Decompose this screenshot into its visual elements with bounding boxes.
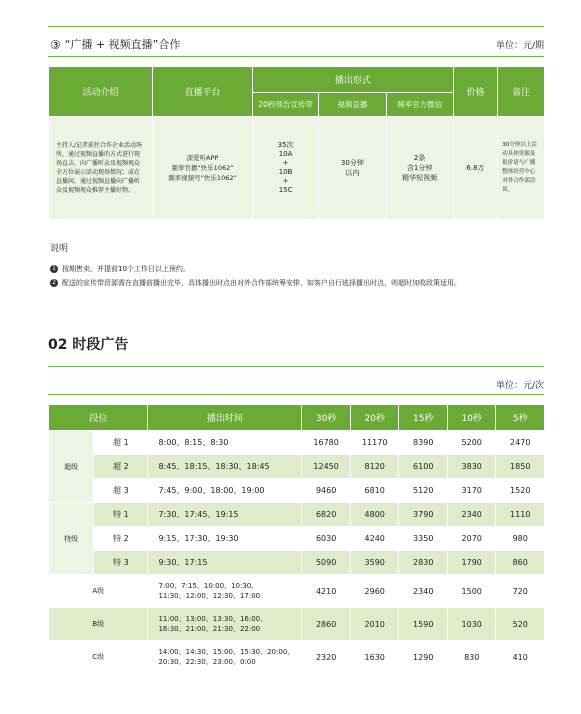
price-5: 520 bbox=[496, 608, 545, 641]
time-cell: 8:45、18:15、18:30、18:45 bbox=[148, 455, 302, 479]
sub-label: 超 1 bbox=[94, 431, 148, 455]
price-30: 6820 bbox=[302, 503, 351, 527]
time-cell: 9:30、17:15 bbox=[148, 551, 302, 575]
table-row bbox=[49, 608, 545, 641]
price-15: 3790 bbox=[399, 503, 447, 527]
group-special: 特级 bbox=[49, 503, 94, 575]
price-10: 5200 bbox=[447, 431, 495, 455]
table-row bbox=[49, 641, 545, 674]
time-cell: 7:30、17:45、19:15 bbox=[148, 503, 302, 527]
note-text-2: 配送的宣传带资源需在直播前播出完毕，具体播出时点由对外合作部统筹安排，如客户自行选择播出时点，则超时加收政策适用。 bbox=[62, 279, 461, 287]
time-line-2: 16:30、21:00、21:30、22:00 bbox=[158, 625, 261, 633]
table-row bbox=[49, 575, 545, 608]
section1-unit: 单位：元/期 bbox=[495, 41, 544, 51]
wechat-cell: 2条 含1分钟 精华短视频 bbox=[386, 117, 453, 220]
sub-label: 特 1 bbox=[94, 503, 148, 527]
price-5: 980 bbox=[496, 527, 545, 551]
table-row bbox=[49, 479, 545, 503]
price-15: 8390 bbox=[399, 431, 447, 455]
th-platform: 直播平台 bbox=[152, 67, 252, 117]
price-5: 1850 bbox=[496, 455, 545, 479]
price-5: 1520 bbox=[496, 479, 545, 503]
price-20: 3590 bbox=[350, 551, 399, 575]
time-line-1: 14:00、14:30、15:00、15:30、20:00、 bbox=[158, 648, 295, 656]
th-5s: 5秒 bbox=[496, 405, 545, 431]
price-5: 410 bbox=[496, 641, 545, 674]
th-activity: 活动介绍 bbox=[49, 67, 153, 117]
th-20s: 20秒 bbox=[350, 405, 399, 431]
time-cell: 8:00、8:15、8:30 bbox=[148, 431, 302, 455]
price-5: 720 bbox=[496, 575, 545, 608]
time-cell: 7:45、9:00、18:00、19:00 bbox=[148, 479, 302, 503]
price-30: 9460 bbox=[302, 479, 351, 503]
price-30: 2860 bbox=[302, 608, 351, 641]
th-30s: 30秒 bbox=[302, 405, 351, 431]
section2-unit: 单位：元/次 bbox=[495, 381, 544, 391]
group-a: A级 bbox=[49, 575, 148, 608]
time-cell bbox=[148, 608, 302, 641]
note-item-2 bbox=[50, 278, 461, 288]
price-10: 1790 bbox=[447, 551, 495, 575]
th-broadcast-form: 播出形式 bbox=[252, 67, 453, 93]
price-30: 16780 bbox=[302, 431, 351, 455]
group-super: 超级 bbox=[49, 431, 94, 503]
table-row bbox=[49, 431, 545, 455]
price-20: 4800 bbox=[350, 503, 399, 527]
price-20: 4240 bbox=[350, 527, 399, 551]
price-20: 11170 bbox=[350, 431, 399, 455]
broadcast-live-table bbox=[48, 66, 545, 220]
group-c: C级 bbox=[49, 641, 148, 674]
promo-cell: 35次 10A + 10B + 15C bbox=[252, 117, 318, 220]
section1-number: ③ bbox=[50, 37, 61, 52]
note-text-1: 按期售卖，并提前10个工作日以上预约。 bbox=[62, 265, 190, 273]
price-15: 1290 bbox=[399, 641, 447, 674]
time-cell bbox=[148, 641, 302, 674]
time-cell bbox=[148, 575, 302, 608]
notes-heading: 说明 bbox=[50, 244, 69, 254]
section1-top-rule bbox=[48, 26, 544, 27]
activity-cell: 主持人/记者前往合作企业活动场所，通过视频直播的方式进行现场直击，向广播听众及视频观众全方位展示活动现场情况；或在直播间，通过视频直播向广播听众及视频观众推荐主播好物。 bbox=[49, 117, 153, 220]
section2-title: 02 时段广告 bbox=[48, 337, 129, 353]
price-10: 2070 bbox=[447, 527, 495, 551]
th-wechat: 频率官方微信 bbox=[386, 93, 453, 117]
price-30: 5090 bbox=[302, 551, 351, 575]
price-20: 2960 bbox=[350, 575, 399, 608]
group-b: B级 bbox=[49, 608, 148, 641]
table-row bbox=[49, 551, 545, 575]
th-segment: 段位 bbox=[49, 405, 148, 431]
table-row bbox=[49, 503, 545, 527]
table-row bbox=[49, 527, 545, 551]
section1-title-text: “广播 + 视频直播”合作 bbox=[64, 38, 181, 51]
remark-cell: 30分钟以上活动具体资源及报价请与广播整体经营中心对外合作部洽谈。 bbox=[498, 117, 545, 220]
platform-cell: 深爱听APP 频率官播“快乐1062” 频率视频号“快乐1062” bbox=[152, 117, 252, 220]
th-price: 价格 bbox=[453, 67, 498, 117]
price-10: 2340 bbox=[447, 503, 495, 527]
price-10: 1500 bbox=[447, 575, 495, 608]
price-20: 6810 bbox=[350, 479, 399, 503]
price-30: 6030 bbox=[302, 527, 351, 551]
section1-title bbox=[50, 36, 180, 52]
th-10s: 10秒 bbox=[447, 405, 495, 431]
price-15: 2830 bbox=[399, 551, 447, 575]
time-line-1: 7:00、7:15、10:00、10:30、 bbox=[158, 582, 259, 590]
time-line-2: 20:30、22:30、23:00、0:00 bbox=[158, 658, 256, 666]
th-remark: 备注 bbox=[498, 67, 545, 117]
price-30: 4210 bbox=[302, 575, 351, 608]
table-row bbox=[49, 455, 545, 479]
price-30: 2320 bbox=[302, 641, 351, 674]
price-30: 12450 bbox=[302, 455, 351, 479]
price-cell: 6.8万 bbox=[453, 117, 498, 220]
note-item-1 bbox=[50, 264, 190, 274]
price-5: 2470 bbox=[496, 431, 545, 455]
sub-label: 超 3 bbox=[94, 479, 148, 503]
price-20: 8120 bbox=[350, 455, 399, 479]
section2-unit-rule bbox=[48, 394, 544, 395]
price-15: 3350 bbox=[399, 527, 447, 551]
live-cell: 30分钟 以内 bbox=[319, 117, 386, 220]
sub-label: 超 2 bbox=[94, 455, 148, 479]
price-15: 6100 bbox=[399, 455, 447, 479]
price-10: 830 bbox=[447, 641, 495, 674]
price-10: 1030 bbox=[447, 608, 495, 641]
th-promo: 20秒预告宣传带 bbox=[252, 93, 318, 117]
section2-title-rule bbox=[48, 366, 544, 367]
time-line-2: 11:30、12:00、12:30、17:00 bbox=[158, 592, 261, 600]
th-time: 播出时间 bbox=[148, 405, 302, 431]
price-20: 1630 bbox=[350, 641, 399, 674]
price-15: 5120 bbox=[399, 479, 447, 503]
section1-title-rule bbox=[48, 56, 544, 57]
sub-label: 特 3 bbox=[94, 551, 148, 575]
price-20: 2010 bbox=[350, 608, 399, 641]
time-line-1: 11:00、13:00、13:30、16:00、 bbox=[158, 615, 268, 623]
time-slot-table bbox=[48, 404, 545, 674]
note-number-2: 2 bbox=[50, 279, 58, 287]
price-15: 1590 bbox=[399, 608, 447, 641]
price-5: 860 bbox=[496, 551, 545, 575]
th-15s: 15秒 bbox=[399, 405, 447, 431]
price-5: 1110 bbox=[496, 503, 545, 527]
note-number-1: 1 bbox=[50, 265, 58, 273]
sub-label: 特 2 bbox=[94, 527, 148, 551]
time-cell: 9:15、17:30、19:30 bbox=[148, 527, 302, 551]
th-live: 视频直播 bbox=[319, 93, 386, 117]
price-15: 2340 bbox=[399, 575, 447, 608]
price-10: 3830 bbox=[447, 455, 495, 479]
price-10: 3170 bbox=[447, 479, 495, 503]
